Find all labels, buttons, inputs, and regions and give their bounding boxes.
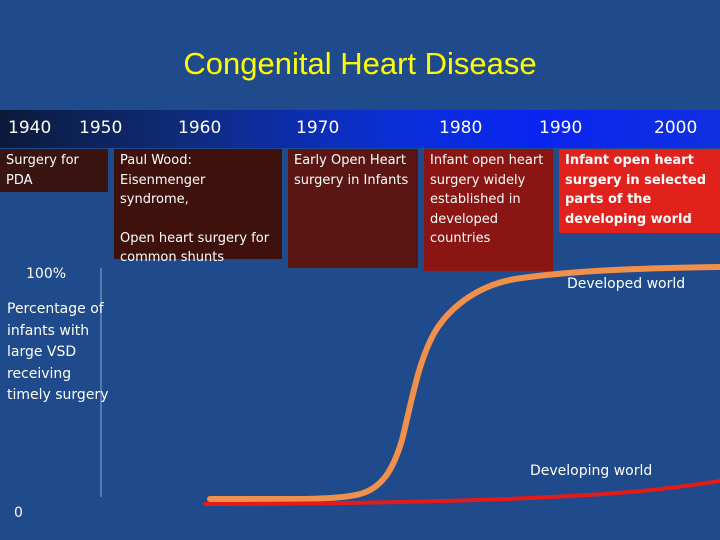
developed-world-label: Developed world	[567, 276, 686, 292]
slide-title: Congenital Heart Disease	[183, 46, 537, 81]
event-text-early-open-heart: Early Open Heart surgery in Infants	[294, 153, 409, 188]
developing-world-label: Developing world	[530, 463, 653, 479]
axis-bottom-label: 0	[14, 505, 23, 521]
axis-top-label: 100%	[26, 266, 67, 282]
event-text-developed-countries: Infant open heart surgery widely established in developed countries	[430, 153, 544, 246]
year-label-1940: 1940	[8, 118, 52, 138]
y-axis-label: Percentage of infants with large VSD receiving timely surgery	[7, 301, 109, 403]
event-text-common-shunts: Open heart surgery for common shunts	[120, 230, 270, 265]
year-label-1990: 1990	[539, 118, 583, 138]
year-label-2000: 2000	[654, 118, 698, 138]
year-label-1980: 1980	[439, 118, 483, 138]
year-label-1950: 1950	[79, 118, 123, 138]
year-label-1970: 1970	[296, 118, 340, 138]
event-text-paul-wood: Paul Wood: Eisenmenger syndrome,	[120, 153, 206, 207]
year-label-1960: 1960	[178, 118, 222, 138]
event-text-developing-world: Infant open heart surgery in selected parts of the developing world	[565, 153, 707, 227]
event-text-pda: Surgery for PDA	[6, 153, 79, 188]
